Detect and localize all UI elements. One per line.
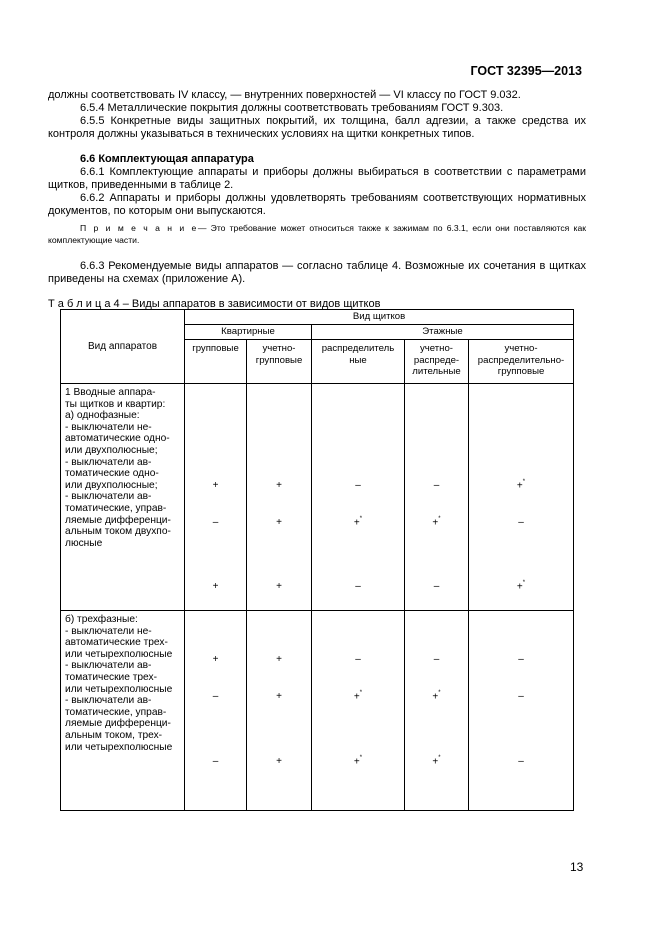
paragraph-6-6-3: 6.6.3 Рекомендуемые виды аппаратов — согласно таблице 4. Возможные их сочетания в щитках приведены на схемах (приложение А). [48,260,586,285]
paragraph-6-6-2: 6.6.2 Аппараты и приборы должны удовлетворять требованиям соответствующих нормативных документов, по которым они выпускаются. [48,192,586,217]
paragraph-6-6-1: 6.6.1 Комплектующие аппараты и приборы должны выбираться в соответствии с параметрами щитков, приведенными в таблице 2. [48,166,586,191]
header-apparatus-type: Вид аппаратов [61,310,185,384]
description-line: - выключатели не- [65,421,152,433]
note [48,222,586,246]
mark-plus: + [276,480,282,491]
mark-plus: + [276,654,282,665]
table-row-three-phase [61,611,574,811]
description-line: - выключатели ав- [65,660,152,672]
section-heading-6-6: 6.6 Комплектующая аппаратура [80,153,254,165]
paragraph-6-5-4: 6.5.4 Металлические покрытия должны соответствовать требованиям ГОСТ 9.303. [80,102,504,114]
cell-metering-group [247,611,312,811]
mark-minus: – [433,480,440,491]
mark-plus-star: +* [432,516,441,529]
description-line: ляемые дифференци- [65,718,171,730]
mark-minus: – [212,691,219,702]
mark-plus: + [212,480,219,491]
header-apartment: Квартирные [185,325,312,340]
mark-minus: – [355,654,361,665]
mark-plus: + [276,691,282,702]
mark-minus: – [518,517,524,528]
description-line: томатические, управ- [65,502,167,514]
description-line: - выключатели ав- [65,491,152,503]
description-line: альным током, трех- [65,729,163,741]
cell-metering-distribution-group [469,384,574,611]
mark-minus: – [212,517,219,528]
description-line: или двухполюсные; [65,479,158,491]
header-distribution: распределитель ные [312,340,405,384]
apparatus-table [60,309,574,811]
mark-plus: + [276,517,282,528]
mark-minus: – [355,581,361,592]
paragraph-class-iv: должны соответствовать IV классу, — внутренних поверхностей — VI классу по ГОСТ 9.032. [48,89,521,101]
paragraph-6-5-5: 6.5.5 Конкретные виды защитных покрытий, их толщина, балл адгезии, а также средства их контроля должны указываться в технических условиях на щитки конкретных типов. [48,115,586,140]
description-line: томатические одно- [65,468,159,480]
note-label: П р и м е ч а н и е [80,223,198,233]
description-line: или четырехполюсные [65,741,173,753]
mark-plus: + [276,756,282,767]
mark-minus: – [212,756,219,767]
table-caption-text: – Виды аппаратов в зависимости от видов щитков [119,298,381,310]
description-line: или четырехполюсные [65,648,173,660]
header-panel-type: Вид щитков [185,310,574,325]
description-line: автоматические трех- [65,637,168,649]
table-row-single-phase [61,384,574,611]
table-caption-label: Т а б л и ц а 4 [48,298,120,310]
mark-minus: – [518,654,524,665]
document-id: ГОСТ 32395—2013 [470,64,582,78]
header-metering-distribution: учетно- распреде- лительные [405,340,469,384]
description-line: а) однофазные: [65,410,140,422]
description-line: люсные [65,537,103,549]
cell-group [185,611,247,811]
row-single-phase-description [61,384,185,611]
description-line: - выключатели ав- [65,456,152,468]
description-line: или четырехполюсные [65,683,173,695]
mark-minus: – [518,691,524,702]
header-group: групповые [185,340,247,384]
note-text: — Это требование может относиться также к зажимам по 6.3.1, если они поставляются как комплектующие части. [48,223,586,245]
mark-plus: + [276,581,282,592]
description-line: б) трехфазные: [65,614,138,625]
mark-plus-star: +* [353,755,363,768]
mark-minus: – [355,480,361,491]
row-three-phase-description [61,611,185,811]
mark-plus-star: +* [353,516,363,529]
description-line: - выключатели не- [65,625,152,637]
description-line: альным током двухпо- [65,526,171,538]
cell-distribution [312,384,405,611]
cell-group [185,384,247,611]
mark-plus-star: +* [432,755,441,768]
page-number: 13 [570,860,584,874]
cell-distribution [312,611,405,811]
mark-plus-star: +* [353,690,363,703]
mark-plus: + [212,654,219,665]
mark-plus-star: +* [516,580,526,593]
description-line: томатические, управ- [65,706,167,718]
description-line: томатические трех- [65,671,157,683]
mark-plus-star: +* [516,479,526,492]
cell-metering-distribution [405,384,469,611]
description-line: ты щитков и квартир: [65,398,166,410]
description-line: или двухполюсные; [65,444,158,456]
header-metering-group: учетно- групповые [247,340,312,384]
description-line: 1 Вводные аппара- [65,387,156,398]
cell-metering-group [247,384,312,611]
header-floor: Этажные [312,325,574,340]
description-line: автоматические одно- [65,433,170,445]
cell-metering-distribution-group [469,611,574,811]
mark-minus: – [518,756,524,767]
cell-metering-distribution [405,611,469,811]
mark-minus: – [433,654,440,665]
description-line: ляемые дифференци- [65,514,171,526]
mark-plus: + [212,581,219,592]
mark-minus: – [433,581,440,592]
description-line: - выключатели ав- [65,695,152,707]
header-metering-distribution-group: учетно- распределительно- групповые [469,340,574,384]
mark-plus-star: +* [432,690,441,703]
